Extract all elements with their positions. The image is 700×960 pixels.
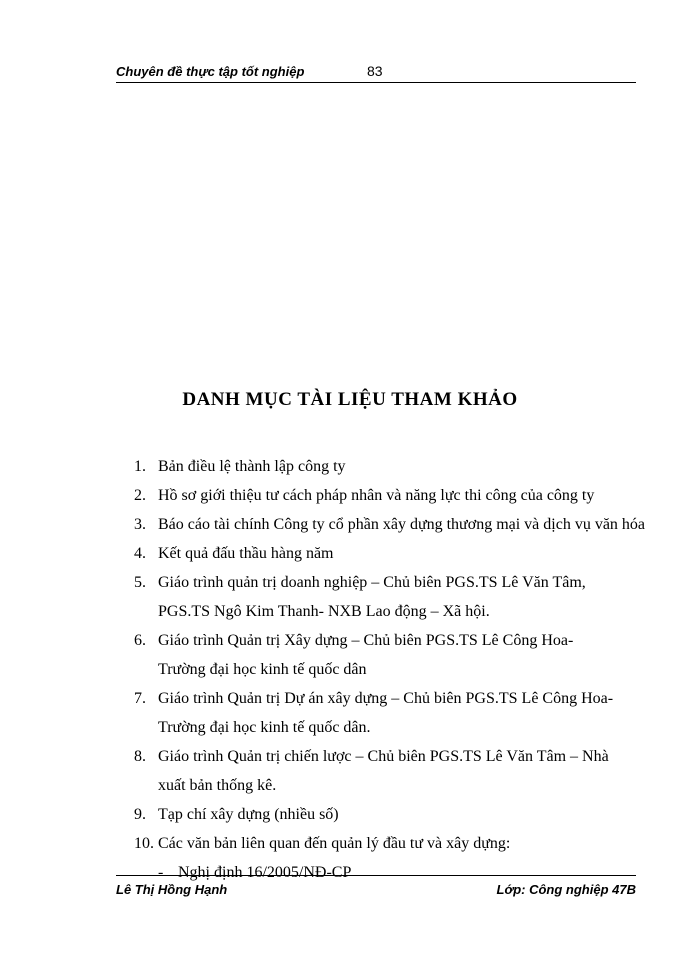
reference-text: Kết quả đấu thầu hàng năm bbox=[158, 545, 334, 562]
subitem-text: Nghị định 16/2005/NĐ-CP bbox=[178, 864, 352, 881]
reference-number: 1. bbox=[134, 458, 146, 475]
reference-number: 7. bbox=[134, 690, 146, 707]
reference-item bbox=[134, 771, 654, 800]
reference-list bbox=[134, 452, 654, 887]
reference-text: Các văn bản liên quan đến quản lý đầu tư và xây dựng: bbox=[158, 835, 511, 852]
reference-text: Trường đại học kinh tế quốc dân bbox=[158, 661, 367, 678]
reference-number bbox=[134, 713, 158, 742]
reference-text: xuất bản thống kê. bbox=[158, 777, 277, 794]
reference-item bbox=[134, 713, 654, 742]
reference-number: 10. bbox=[134, 835, 154, 852]
reference-number: 6. bbox=[134, 632, 146, 649]
page-header bbox=[116, 62, 636, 83]
reference-text: Giáo trình Quản trị Xây dựng – Chủ biên PGS.TS Lê Công Hoa- bbox=[158, 632, 574, 649]
reference-text: Trường đại học kinh tế quốc dân. bbox=[158, 719, 371, 736]
reference-number: 4. bbox=[134, 545, 146, 562]
reference-text: Hồ sơ giới thiệu tư cách pháp nhân và năng lực thi công của công ty bbox=[158, 487, 595, 504]
page-footer bbox=[116, 875, 636, 897]
page-number: 83 bbox=[367, 63, 383, 79]
reference-text: Giáo trình Quản trị chiến lược – Chủ biên PGS.TS Lê Văn Tâm – Nhà bbox=[158, 748, 609, 765]
reference-text: Giáo trình Quản trị Dự án xây dựng – Chủ biên PGS.TS Lê Công Hoa- bbox=[158, 690, 614, 707]
reference-number bbox=[134, 655, 158, 684]
reference-item bbox=[134, 452, 654, 481]
reference-number bbox=[134, 771, 158, 800]
reference-number: 2. bbox=[134, 487, 146, 504]
document-title: DANH MỤC TÀI LIỆU THAM KHẢO bbox=[182, 389, 518, 410]
reference-text: Báo cáo tài chính Công ty cổ phần xây dựng thương mại và dịch vụ văn hóa bbox=[158, 516, 646, 533]
reference-number: 5. bbox=[134, 574, 146, 591]
reference-item bbox=[134, 742, 654, 771]
reference-item bbox=[134, 626, 654, 655]
subitem-dash: - bbox=[158, 864, 164, 881]
reference-item bbox=[134, 510, 654, 539]
reference-text: Giáo trình quản trị doanh nghiệp – Chủ biên PGS.TS Lê Văn Tâm, bbox=[158, 574, 586, 591]
reference-number: 9. bbox=[134, 806, 146, 823]
reference-text: Bản điều lệ thành lập công ty bbox=[158, 458, 346, 475]
reference-item bbox=[134, 829, 654, 858]
reference-item bbox=[134, 597, 654, 626]
class-name: Lớp: Công nghiệp 47B bbox=[496, 882, 636, 897]
reference-item bbox=[134, 481, 654, 510]
author-name: Lê Thị Hồng Hạnh bbox=[116, 882, 228, 897]
reference-number: 3. bbox=[134, 516, 146, 533]
reference-item bbox=[134, 568, 654, 597]
reference-item bbox=[134, 800, 654, 829]
reference-text: Tạp chí xây dựng (nhiều số) bbox=[158, 806, 339, 823]
reference-item bbox=[134, 539, 654, 568]
reference-number bbox=[134, 597, 158, 626]
header-title: Chuyên đề thực tập tốt nghiệp bbox=[116, 64, 305, 79]
reference-text: PGS.TS Ngô Kim Thanh- NXB Lao động – Xã hội. bbox=[158, 603, 490, 620]
reference-item bbox=[134, 655, 654, 684]
reference-item bbox=[134, 684, 654, 713]
reference-number: 8. bbox=[134, 748, 146, 765]
